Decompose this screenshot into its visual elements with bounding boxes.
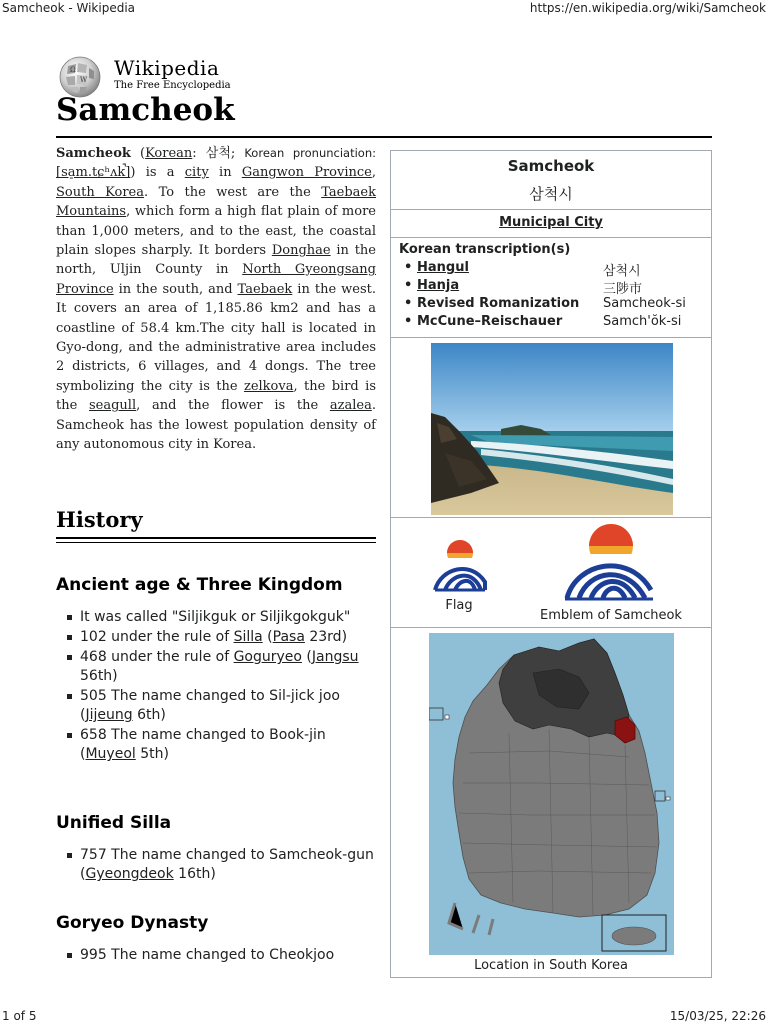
- list-item: [56, 608, 376, 627]
- link-seagull[interactable]: seagull: [89, 398, 137, 414]
- list-item-text: 757 The name changed to Samcheok-gun (: [80, 847, 374, 882]
- bullet: •: [404, 260, 413, 275]
- goryeo-list: [56, 946, 376, 966]
- print-header: [0, 0, 768, 16]
- intro-text-11: . Samcheok has the lowest population density of any autonomous city in Korea.: [56, 398, 376, 453]
- list-item-text: 16th): [173, 866, 216, 882]
- emblem-caption: Emblem of Samcheok: [540, 608, 682, 623]
- intro-pron-label: Korean pronunciation:: [244, 146, 376, 160]
- infobox-korean-name: 삼척시: [529, 185, 573, 203]
- intro-text-2: in: [208, 165, 242, 181]
- infobox: [390, 150, 712, 978]
- link-north-gyeongsang[interactable]: North Gyeongsang Province: [56, 262, 376, 297]
- list-item: [56, 946, 376, 965]
- transcription-label-hangul[interactable]: Hangul: [417, 260, 469, 275]
- ancient-list: [56, 608, 376, 765]
- infobox-map-row: [391, 627, 711, 977]
- intro-paragraph: Samcheok (Korean: 삼척; Korean pronunciation: [sa̠m.tɕʰʌk̚]) is a city in Gangwon Province, South Korea. To the west are the Taebaek Mountains, which form a high flat plain of more than 1,000 meters, and to the east, the coastal plain slopes sharply. It borders Donghae in the north, Uljin County in North Gyeongsang Province in the south, and Taebaek in the west. It covers an area of 1,185.86 km2 and has a coastline of 58.4 km.The city hall is located in Gyo-dong, and the administrative area includes 2 districts, 6 villages, and 4 dongs. The tree symbolizing the city is the zelkova, the bird is the seagull, and the flower is the azalea. Samcheok has the lowest population density of any autonomous city in Korea.: [56, 146, 376, 453]
- infobox-name: Samcheok: [507, 157, 595, 175]
- transcription-value-hanja: 三陟市: [603, 282, 643, 297]
- transcription-value-rr: Samcheok-si: [603, 296, 686, 311]
- link-korean[interactable]: Korean: [145, 146, 193, 161]
- list-item: [56, 726, 376, 764]
- link-azalea[interactable]: azalea: [329, 398, 372, 414]
- link-muyeol[interactable]: Muyeol: [85, 746, 136, 762]
- flag-image[interactable]: [431, 538, 489, 592]
- link-taebaek-mountains[interactable]: Taebaek Mountains: [56, 184, 376, 220]
- infobox-type-row: [391, 209, 711, 238]
- link-goguryeo[interactable]: Goguryeo: [233, 649, 302, 665]
- wikipedia-tagline: The Free Encyclopedia: [114, 80, 231, 91]
- print-datetime: 15/03/25, 22:26: [669, 1009, 766, 1023]
- link-south-korea[interactable]: South Korea: [56, 184, 144, 200]
- transcription-label-rr: Revised Romanization: [417, 296, 580, 311]
- link-city[interactable]: city: [184, 165, 209, 181]
- transcription-value-mr: Samch'ŏk-si: [603, 314, 682, 329]
- list-item-text: (: [301, 649, 312, 665]
- intro-korean-text: : 삼척;: [192, 146, 245, 161]
- transcription-label-hanja[interactable]: Hanja: [417, 278, 460, 293]
- wikipedia-wordmark: Wikipedia: [114, 56, 220, 80]
- transcription-header: Korean transcription(s): [399, 242, 571, 257]
- map-caption: Location in South Korea: [474, 958, 628, 973]
- infobox-type-link[interactable]: Municipal City: [499, 215, 603, 230]
- list-item-text: 56th): [80, 668, 118, 684]
- transcription-value-hangul: 삼척시: [603, 264, 641, 279]
- link-gangwon[interactable]: Gangwon Province: [241, 165, 372, 181]
- list-item-text: 468 under the rule of: [80, 649, 234, 665]
- location-map[interactable]: [429, 633, 674, 955]
- list-item-text: 5th): [135, 746, 169, 762]
- link-jangsu[interactable]: Jangsu: [311, 649, 359, 665]
- history-divider: [56, 537, 376, 539]
- link-pasa[interactable]: Pasa: [272, 629, 305, 645]
- bullet: •: [404, 296, 413, 311]
- list-item-text: 23rd): [304, 629, 348, 645]
- list-item: [56, 846, 376, 884]
- intro-text-8: in the west. It covers an area of 1,185.86 km2 and has a coastline of 58.4 km.The city hall is located in Gyo-dong, and the administrative area includes 2 districts, 6 villages, and 4 dongs. The tree symbolizing the city is the: [56, 281, 376, 394]
- beach-photo[interactable]: [431, 343, 673, 515]
- link-donghae[interactable]: Donghae: [271, 243, 331, 259]
- intro-text-1: ) is a: [130, 165, 185, 181]
- infobox-flag-emblem-row: [391, 517, 711, 628]
- print-page-number: 1 of 5: [2, 1009, 37, 1023]
- list-item-text: 658 The name changed to Book-jin (: [80, 727, 326, 762]
- page-title: Samcheok: [56, 92, 235, 128]
- intro-title-bold: Samcheok: [56, 146, 131, 161]
- svg-text:Ω: Ω: [70, 66, 76, 74]
- list-item: [56, 628, 376, 647]
- list-item-text: 102 under the rule of: [80, 629, 234, 645]
- list-item-text: It was called "Siljikguk or Siljikgokguk": [80, 609, 351, 625]
- list-item-text: 6th): [132, 707, 166, 723]
- list-item: [56, 687, 376, 725]
- infobox-transcription-row: [391, 237, 711, 338]
- bullet: •: [404, 314, 413, 329]
- intro-text-5: , which form a high flat plain of more than 1,000 meters, and to the east, the coastal plain slopes sharply. It borders: [56, 204, 376, 259]
- list-item-text: 995 The name changed to Cheokjoo: [80, 947, 335, 963]
- print-url: https://en.wikipedia.org/wiki/Samcheok: [529, 1, 766, 15]
- intro-text-10: , and the flower is the: [136, 398, 330, 414]
- section-heading-goryeo: Goryeo Dynasty: [56, 913, 209, 933]
- list-item: [56, 648, 376, 686]
- title-divider: [56, 136, 712, 138]
- intro-text-3: ,: [371, 165, 376, 181]
- flag-caption: Flag: [445, 598, 473, 613]
- transcription-label-mr: McCune–Reischauer: [417, 314, 563, 329]
- bullet: •: [404, 278, 413, 293]
- intro-text-9: , the bird is the: [56, 378, 376, 414]
- intro-text-7: in the south, and: [113, 281, 238, 297]
- link-silla[interactable]: Silla: [233, 629, 263, 645]
- link-ipa[interactable]: [sa̠m.tɕʰʌk̚]: [56, 165, 131, 181]
- list-item-text: 505 The name changed to Sil-jick joo (: [80, 688, 340, 723]
- link-taebaek[interactable]: Taebaek: [237, 281, 293, 297]
- svg-text:W: W: [80, 76, 88, 84]
- print-page-title: Samcheok - Wikipedia: [2, 1, 136, 15]
- link-gyeongdeok[interactable]: Gyeongdeok: [85, 866, 174, 882]
- emblem-image[interactable]: [563, 524, 655, 602]
- section-heading-ancient: Ancient age & Three Kingdom: [56, 575, 343, 595]
- print-footer: [0, 1008, 768, 1024]
- intro-text-6: in the north, Uljin County in: [56, 243, 376, 278]
- link-zelkova[interactable]: zelkova: [243, 378, 294, 394]
- intro-text-4: . To the west are the: [144, 184, 322, 200]
- link-jijeung[interactable]: Jijeung: [85, 707, 133, 723]
- section-heading-unified-silla: Unified Silla: [56, 813, 172, 833]
- unified-silla-list: [56, 846, 376, 885]
- infobox-photo-row: [391, 337, 711, 518]
- history-divider-thin: [56, 542, 376, 543]
- list-item-text: (: [262, 629, 273, 645]
- history-heading: History: [56, 507, 143, 532]
